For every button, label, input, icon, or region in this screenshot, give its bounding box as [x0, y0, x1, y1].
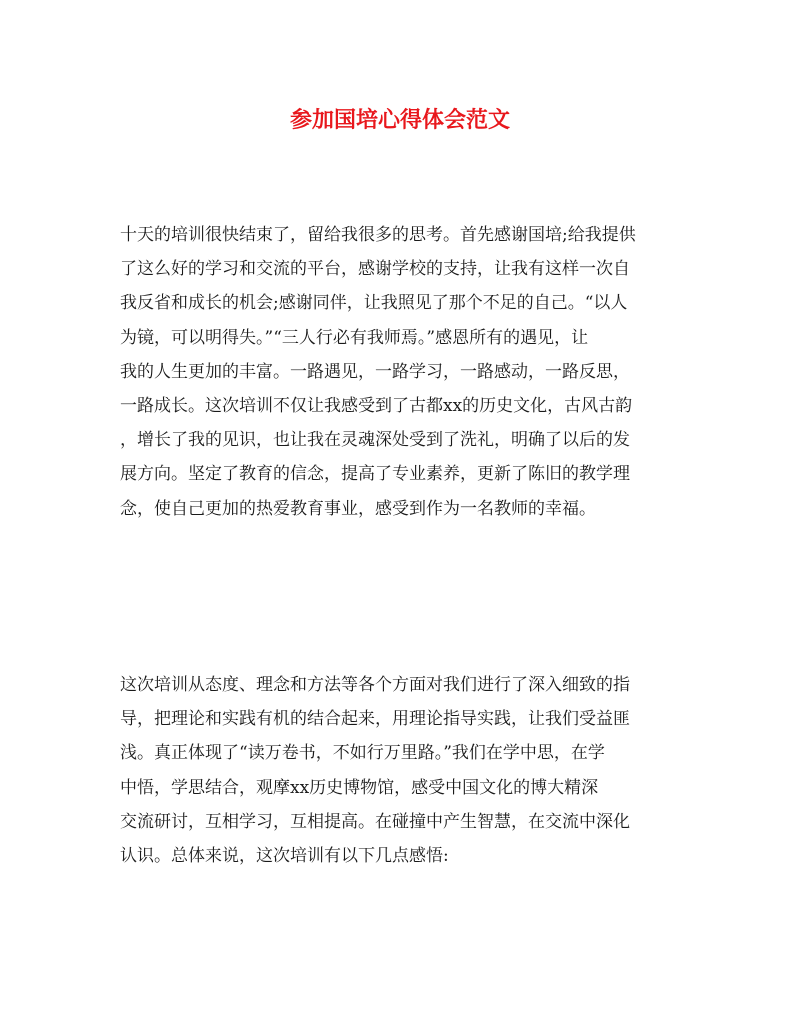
paragraph-line: 交流研讨，互相学习，互相提高。在碰撞中产生智慧，在交流中深化	[120, 811, 630, 832]
document-title: 参加国培心得体会范文	[289, 107, 510, 133]
paragraph-line: 展方向。坚定了教育的信念，提高了专业素养，更新了陈旧的教学理	[120, 464, 630, 485]
paragraph-line: 浅。真正体现了“读万卷书，不如行万里路。”我们在学中思，在学	[120, 743, 605, 764]
paragraph-line: 中悟，学思结合，观摩xx历史博物馆，感受中国文化的博大精深	[120, 777, 599, 798]
paragraph-line: 一路成长。这次培训不仅让我感受到了古都xx的历史文化，古风古韵	[120, 395, 633, 416]
paragraph-1	[120, 218, 700, 526]
paragraph-line: 了这么好的学习和交流的平台，感谢学校的支持，让我有这样一次自	[120, 259, 630, 280]
paragraph-line: 十天的培训很快结束了，留给我很多的思考。首先感谢国培;给我提供	[120, 225, 636, 245]
paragraph-line: 为镜，可以明得失。”“三人行必有我师焉。”感恩所有的遇见，让	[120, 327, 589, 348]
paragraph-line: ，增长了我的见识，也让我在灵魂深处受到了洗礼，明确了以后的发	[120, 430, 630, 451]
paragraph-line: 念，使自己更加的热爱教育事业，感受到作为一名教师的幸福。	[120, 498, 596, 519]
paragraph-line: 导，把理论和实践有机的结合起来，用理论指导实践，让我们受益匪	[120, 709, 630, 730]
paragraph-line: 我反省和成长的机会;感谢同伴，让我照见了那个不足的自己。“以人	[120, 293, 628, 314]
paragraph-line: 认识。总体来说，这次培训有以下几点感悟:	[120, 845, 449, 866]
paragraph-line: 这次培训从态度、理念和方法等各个方面对我们进行了深入细致的指	[120, 675, 630, 695]
paragraph-line: 我的人生更加的丰富。一路遇见，一路学习，一路感动，一路反思，	[120, 361, 630, 382]
paragraph-2	[120, 668, 700, 873]
